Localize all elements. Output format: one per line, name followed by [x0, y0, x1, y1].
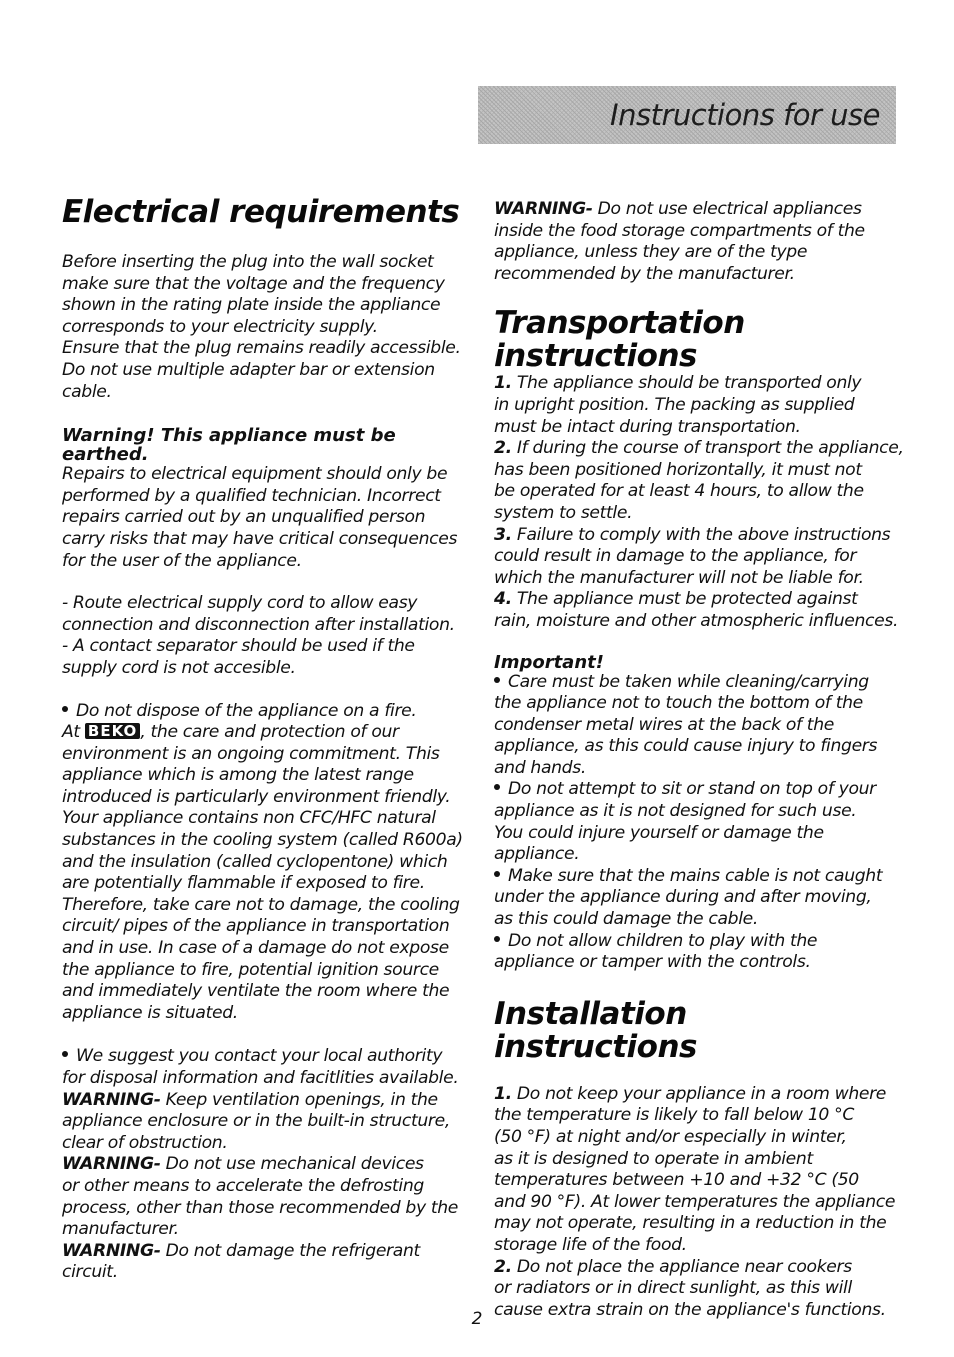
banner-title: Instructions for use — [610, 98, 880, 132]
repairs-paragraph — [62, 464, 464, 572]
text-span: Do not attempt to sit or stand on top of your — [508, 779, 876, 800]
text-line — [494, 1084, 896, 1106]
text-line: shown in the rating plate inside the appliance — [62, 295, 441, 316]
text-line: appliance enclosure or in the built-in structure, — [62, 1111, 450, 1132]
text-line — [62, 1046, 464, 1068]
text-line: (50 °F) at night and/or especially in winter, — [494, 1127, 847, 1147]
text-span: Keep ventilation openings, in the — [160, 1089, 438, 1110]
text-line: Warning! This appliance must be — [62, 425, 396, 447]
list-item — [494, 373, 896, 438]
text-line: could result in damage to the appliance, for — [494, 546, 857, 567]
text-span: Do not dispose of the appliance on a fire. — [76, 700, 417, 721]
text-span: The appliance must be protected against — [511, 589, 858, 610]
text-span: Do not damage the refrigerant — [160, 1240, 420, 1261]
installation-heading: Installation instructions — [494, 995, 697, 1065]
text-line: appliance, as this could cause injury to fingers — [494, 736, 878, 757]
text-line: appliance is situated. — [62, 1002, 238, 1023]
text-line: as this could damage the cable. — [494, 909, 758, 930]
text-line: the appliance to fire, potential ignition source — [62, 959, 439, 980]
authority-paragraph — [62, 1046, 464, 1089]
text-line: Therefore, take care not to damage, the cooling — [62, 894, 460, 915]
list-item — [494, 931, 896, 974]
text-line: and hands. — [494, 757, 586, 778]
text-span: Do not use electrical appliances — [592, 199, 862, 219]
text-line: appliance. — [494, 844, 580, 865]
bullet-icon — [62, 706, 68, 712]
text-line — [494, 199, 896, 221]
text-line: the appliance not to touch the bottom of the — [494, 693, 863, 714]
right-column — [494, 199, 904, 1321]
text-span: Care must be taken while cleaning/carrying — [508, 671, 869, 692]
text-line: - Route electrical supply cord to allow easy — [62, 593, 418, 614]
text-line — [62, 701, 464, 723]
text-line: process, other than those recommended by the — [62, 1197, 459, 1218]
installation-list — [494, 1084, 896, 1322]
text-span: , the care and protection of our — [140, 722, 399, 743]
text-line — [62, 722, 464, 744]
warning-label: WARNING- — [62, 1089, 161, 1110]
heading-line: Transportation — [494, 305, 745, 342]
text-line: storage life of the food. — [494, 1234, 687, 1255]
text-line — [494, 438, 904, 460]
text-line — [62, 1241, 464, 1263]
text-line: connection and disconnection after installation. — [62, 614, 455, 635]
text-line: the temperature is likely to fall below 10 °C — [494, 1105, 855, 1126]
text-line: clear of obstruction. — [62, 1132, 228, 1153]
warning-label: WARNING- — [62, 1240, 161, 1261]
text-line — [62, 1154, 464, 1176]
warning-label: WARNING- — [62, 1154, 161, 1175]
disposal-paragraph — [62, 701, 464, 1025]
text-span: The appliance should be transported only — [511, 373, 862, 394]
ventilation-warning — [62, 1090, 464, 1155]
text-line — [494, 779, 896, 801]
warning-label: WARNING- — [494, 199, 593, 219]
item-number: 1. — [494, 373, 512, 394]
transportation-heading — [494, 307, 896, 373]
text-line — [62, 1090, 464, 1112]
electrical-appliance-warning — [494, 199, 896, 285]
item-number: 2. — [494, 1256, 512, 1277]
text-line: and 90 °F). At lower temperatures the appliance — [494, 1191, 896, 1212]
text-span: If during the course of transport the appliance, — [511, 438, 904, 459]
text-line: appliance which is among the latest range — [62, 765, 414, 786]
text-span: Do not keep your appliance in a room where — [511, 1083, 887, 1104]
text-line: system to settle. — [494, 502, 633, 523]
list-item — [494, 525, 896, 590]
text-line: Your appliance contains non CFC/HFC natural — [62, 808, 436, 829]
text-line: temperatures between +10 and +32 °C (50 — [494, 1170, 859, 1191]
text-line: cause extra strain on the appliance's functions. — [494, 1299, 886, 1320]
text-line — [494, 373, 896, 395]
text-line — [494, 866, 896, 888]
text-line: and immediately ventilate the room where the — [62, 981, 450, 1002]
item-number: 1. — [494, 1083, 512, 1104]
supply-cord-paragraph — [62, 593, 464, 679]
text-line: under the appliance during and after moving, — [494, 887, 872, 908]
earthed-warning-heading — [62, 426, 464, 464]
text-line: in upright position. The packing as supplied — [494, 394, 855, 415]
text-line: appliance, unless they are of the type — [494, 242, 808, 263]
text-line: be operated for at least 4 hours, to allow the — [494, 481, 864, 502]
text-line: supply cord is not accesible. — [62, 657, 296, 678]
bullet-icon — [494, 871, 500, 877]
list-item — [494, 866, 896, 931]
list-item — [494, 589, 899, 632]
text-line: for disposal information and facitlities available. — [62, 1068, 459, 1088]
page-number: 2 — [471, 1309, 483, 1329]
text-span: At — [62, 722, 80, 743]
text-line: recommended by the manufacturer. — [494, 263, 795, 284]
text-line — [494, 931, 896, 953]
instructions-banner — [478, 86, 896, 144]
text-line: performed by a qualified technician. Incorrect — [62, 485, 441, 506]
text-line — [494, 589, 896, 611]
text-line: rain, moisture and other atmospheric influences. — [494, 610, 899, 631]
intro-paragraph — [62, 252, 464, 403]
item-number: 3. — [494, 524, 512, 545]
bullet-icon — [494, 677, 500, 683]
text-line: You could injure yourself or damage the — [494, 822, 824, 843]
text-line: repairs carried out by an unqualified person — [62, 507, 426, 528]
text-line: condenser metal wires at the back of the — [494, 714, 834, 735]
text-line: - A contact separator should be used if the — [62, 636, 415, 657]
text-line: environment is an ongoing commitment. This — [62, 743, 440, 764]
text-span: Do not allow children to play with the — [508, 930, 818, 951]
list-item — [494, 672, 896, 780]
text-line: may not operate, resulting in a reduction in the — [494, 1213, 887, 1234]
transportation-list — [494, 373, 904, 632]
beko-logo: BEKO — [85, 723, 140, 739]
text-line: and the insulation (called cyclopentone) which — [62, 851, 448, 872]
text-line: which the manufacturer will not be liable for. — [494, 567, 864, 588]
heading-line: instructions — [494, 338, 697, 375]
text-line: as it is designed to operate in ambient — [494, 1148, 813, 1169]
bullet-icon — [494, 936, 500, 942]
important-label: Important! — [494, 651, 604, 673]
text-line: introduced is particularly environment friendly. — [62, 786, 451, 807]
text-line: Repairs to electrical equipment should only be — [62, 464, 448, 485]
text-line: earthed. — [62, 444, 149, 466]
text-line: circuit/ pipes of the appliance in transportation — [62, 916, 450, 937]
text-span: Make sure that the mains cable is not caught — [508, 865, 883, 886]
text-line: are potentially flammable if exposed to fire. — [62, 873, 425, 894]
text-line: cable. — [62, 381, 112, 402]
text-span: We suggest you contact your local authority — [76, 1046, 443, 1067]
text-line: and in use. In case of a damage do not expose — [62, 938, 449, 959]
text-line: circuit. — [62, 1262, 118, 1283]
text-line: or other means to accelerate the defrosting — [62, 1175, 424, 1196]
text-line: for the user of the appliance. — [62, 550, 302, 571]
text-line: corresponds to your electricity supply. — [62, 316, 378, 337]
electrical-requirements-heading: Electrical requirements — [62, 194, 460, 230]
text-line: must be intact during transportation. — [494, 416, 801, 437]
text-line: Before inserting the plug into the wall socket — [62, 252, 434, 272]
refrigerant-warning — [62, 1241, 464, 1284]
text-line — [494, 525, 896, 547]
text-line: manufacturer. — [62, 1219, 179, 1240]
list-item — [494, 438, 904, 524]
item-number: 4. — [494, 589, 512, 610]
defrosting-warning — [62, 1154, 464, 1240]
text-line: appliance as it is not designed for such use. — [494, 801, 857, 822]
list-item — [494, 779, 896, 865]
text-line: make sure that the voltage and the frequency — [62, 273, 445, 294]
text-line — [494, 1257, 896, 1279]
text-line: substances in the cooling system (called R600a) — [62, 830, 463, 851]
item-number: 2. — [494, 438, 512, 459]
text-span: Do not place the appliance near cookers — [511, 1256, 852, 1277]
text-line: appliance or tamper with the controls. — [494, 952, 811, 973]
text-span: Failure to comply with the above instructions — [511, 524, 891, 545]
text-line: carry risks that may have critical consequences — [62, 528, 458, 549]
text-span: Do not use mechanical devices — [160, 1154, 424, 1175]
text-line: Ensure that the plug remains readily accessible. — [62, 338, 461, 359]
bullet-icon — [494, 784, 500, 790]
text-line: inside the food storage compartments of the — [494, 220, 865, 241]
text-line — [494, 672, 896, 694]
bullet-icon — [62, 1051, 68, 1057]
text-line: or radiators or in direct sunlight, as this will — [494, 1278, 852, 1299]
list-item — [494, 1084, 896, 1257]
left-column — [62, 196, 464, 1284]
important-list — [494, 672, 896, 974]
text-line: has been positioned horizontally, it must not — [494, 459, 862, 480]
text-line: Do not use multiple adapter bar or extension — [62, 359, 435, 380]
